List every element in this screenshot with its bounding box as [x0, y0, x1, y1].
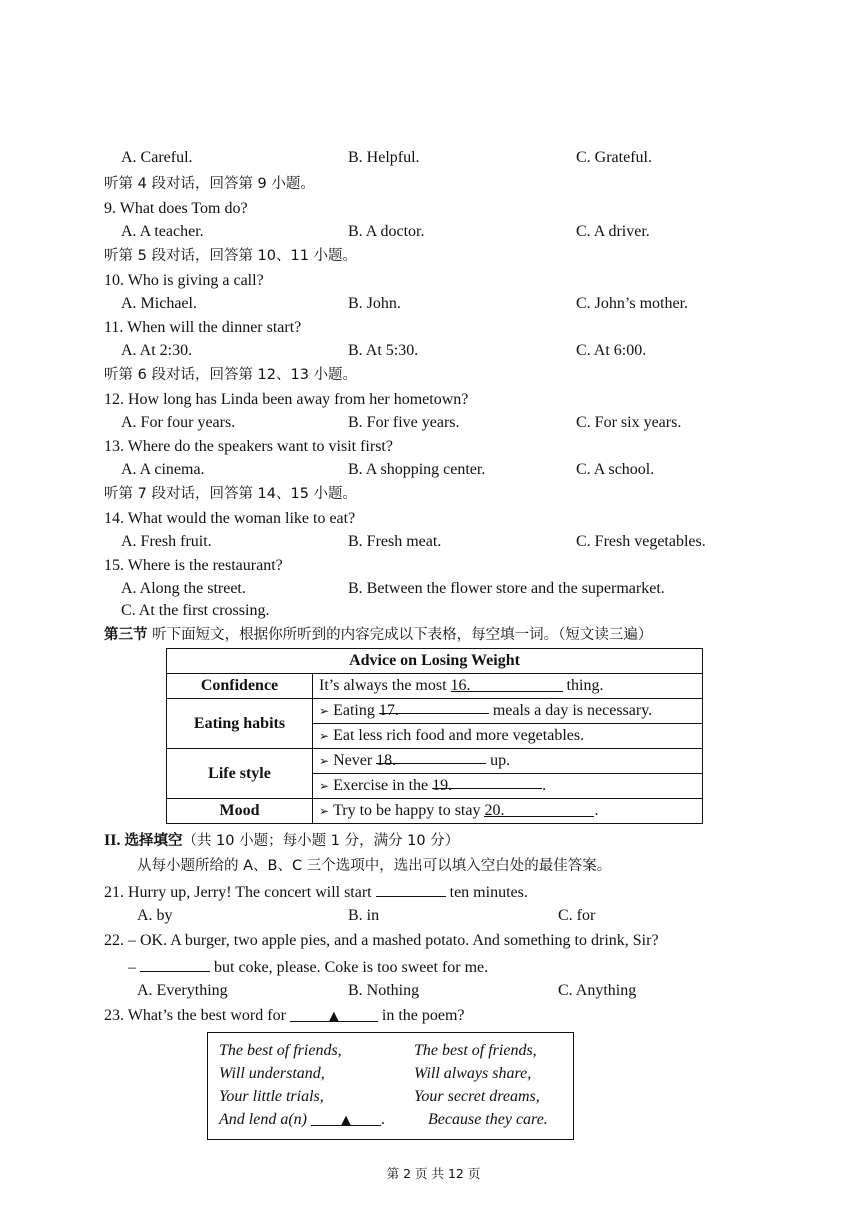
page-footer: 第 2 页 共 12 页 [386, 1166, 481, 1181]
q13-stem: 13. Where do the speakers want to visit first? [104, 438, 393, 455]
part-2-title: 选择填空 [124, 833, 183, 849]
q12-option-a: A. For four years. [121, 414, 236, 431]
blank-19[interactable]: 19. [432, 774, 542, 789]
q22-option-c: C. Anything [558, 982, 637, 999]
poem-right-2: Will always share, [414, 1065, 532, 1082]
life-line-1: ➢ Never 18. up. [313, 749, 702, 773]
q22-blank[interactable] [140, 957, 210, 972]
q9-stem: 9. What does Tom do? [104, 200, 248, 217]
table-title: Advice on Losing Weight [167, 649, 703, 674]
q8-option-b: B. Helpful. [348, 149, 420, 166]
q23-stem: 23. What’s the best word for ▲ in the poem? [104, 1007, 465, 1024]
q10-stem: 10. Who is giving a call? [104, 272, 264, 289]
cell-life-style [313, 749, 703, 799]
label-life-style: Life style [167, 749, 313, 799]
poem-left-2: Will understand, [219, 1065, 325, 1082]
blank-16[interactable]: 16. [451, 677, 563, 692]
poem-right-3: Your secret dreams, [414, 1088, 540, 1105]
section-3-title: 第三节 [104, 627, 148, 643]
poem-right-4: Because they care. [428, 1111, 548, 1128]
q15-stem: 15. Where is the restaurant? [104, 557, 283, 574]
part-2-number: II. [104, 832, 121, 849]
q11-option-a: A. At 2:30. [121, 342, 193, 359]
poem-left-3: Your little trials, [219, 1088, 324, 1105]
q11-stem: 11. When will the dinner start? [104, 319, 302, 336]
q22-line-2: – but coke, please. Coke is too sweet for me. [128, 959, 489, 976]
blank-17[interactable]: 17. [379, 699, 489, 714]
q21-blank[interactable] [376, 882, 446, 897]
poem-left-1: The best of friends, [219, 1042, 342, 1059]
q21-option-c: C. for [558, 907, 596, 924]
advice-table [166, 648, 703, 824]
q9-option-b: B. A doctor. [348, 223, 425, 240]
q21-option-b: B. in [348, 907, 380, 924]
triangle-marker-icon: ▲ [340, 1113, 351, 1128]
part-2-instruction: 从每小题所给的 A、B、C 三个选项中，选出可以填入空白处的最佳答案。 [137, 858, 612, 874]
arrow-bullet-icon: ➢ [319, 754, 330, 768]
q22-option-a: A. Everything [137, 982, 228, 999]
q15-option-b: B. Between the flower store and the supermarket. [348, 580, 665, 597]
label-mood: Mood [167, 799, 313, 824]
cell-mood: ➢ Try to be happy to stay 20. . [313, 799, 703, 824]
dialogue-5-instruction: 听第 5 段对话，回答第 10、11 小题。 [104, 248, 358, 264]
q11-option-b: B. At 5:30. [348, 342, 419, 359]
q13-option-c: C. A school. [576, 461, 655, 478]
arrow-bullet-icon: ➢ [319, 779, 330, 793]
arrow-bullet-icon: ➢ [319, 804, 330, 818]
q15-option-a: A. Along the street. [121, 580, 246, 597]
cell-confidence: It’s always the most 16. thing. [313, 674, 703, 699]
part-2-heading [104, 832, 459, 850]
q15-option-c: C. At the first crossing. [121, 602, 270, 619]
q11-option-c: C. At 6:00. [576, 342, 647, 359]
blank-20[interactable]: 20. [484, 802, 594, 817]
dialogue-6-instruction: 听第 6 段对话，回答第 12、13 小题。 [104, 367, 358, 383]
q14-option-c: C. Fresh vegetables. [576, 533, 706, 550]
label-confidence: Confidence [167, 674, 313, 699]
q9-option-c: C. A driver. [576, 223, 650, 240]
label-eating-habits: Eating habits [167, 699, 313, 749]
section-3-instruction: 听下面短文，根据你所听到的内容完成以下表格，每空填一词。（短文读三遍） [152, 627, 653, 643]
dialogue-7-instruction: 听第 7 段对话，回答第 14、15 小题。 [104, 486, 358, 502]
q10-option-a: A. Michael. [121, 295, 197, 312]
q10-option-c: C. John’s mother. [576, 295, 689, 312]
q22-line-1: 22. – OK. A burger, two apple pies, and a mashed potato. And something to drink, Sir? [104, 932, 659, 949]
q13-option-a: A. A cinema. [121, 461, 205, 478]
q14-stem: 14. What would the woman like to eat? [104, 510, 356, 527]
q10-option-b: B. John. [348, 295, 401, 312]
q13-option-b: B. A shopping center. [348, 461, 486, 478]
q23-blank[interactable] [290, 1007, 378, 1022]
q8-option-a: A. Careful. [121, 149, 193, 166]
blank-18[interactable]: 18. [376, 749, 486, 764]
dialogue-4-instruction: 听第 4 段对话，回答第 9 小题。 [104, 176, 315, 192]
arrow-bullet-icon: ➢ [319, 729, 330, 743]
q12-stem: 12. How long has Linda been away from her hometown? [104, 391, 469, 408]
poem-right-1: The best of friends, [414, 1042, 537, 1059]
q12-option-b: B. For five years. [348, 414, 460, 431]
q9-option-a: A. A teacher. [121, 223, 204, 240]
poem-left-4: And lend a(n) ▲ . [219, 1111, 385, 1128]
eating-line-1: ➢ Eating 17. meals a day is necessary. [313, 699, 702, 723]
poem-blank[interactable] [311, 1111, 381, 1126]
section-3-heading [104, 626, 652, 644]
q12-option-c: C. For six years. [576, 414, 682, 431]
life-line-2: ➢ Exercise in the 19. . [313, 773, 702, 798]
q21-stem: 21. Hurry up, Jerry! The concert will start ten minutes. [104, 884, 528, 901]
cell-eating-habits [313, 699, 703, 749]
poem-box [207, 1032, 574, 1140]
q14-option-a: A. Fresh fruit. [121, 533, 212, 550]
q8-option-c: C. Grateful. [576, 149, 652, 166]
arrow-bullet-icon: ➢ [319, 704, 330, 718]
triangle-marker-icon: ▲ [328, 1009, 339, 1024]
q22-option-b: B. Nothing [348, 982, 420, 999]
eating-line-2: ➢ Eat less rich food and more vegetables. [313, 723, 702, 748]
part-2-note: （共 10 小题；每小题 1 分，满分 10 分） [182, 833, 460, 849]
q14-option-b: B. Fresh meat. [348, 533, 442, 550]
q21-option-a: A. by [137, 907, 173, 924]
